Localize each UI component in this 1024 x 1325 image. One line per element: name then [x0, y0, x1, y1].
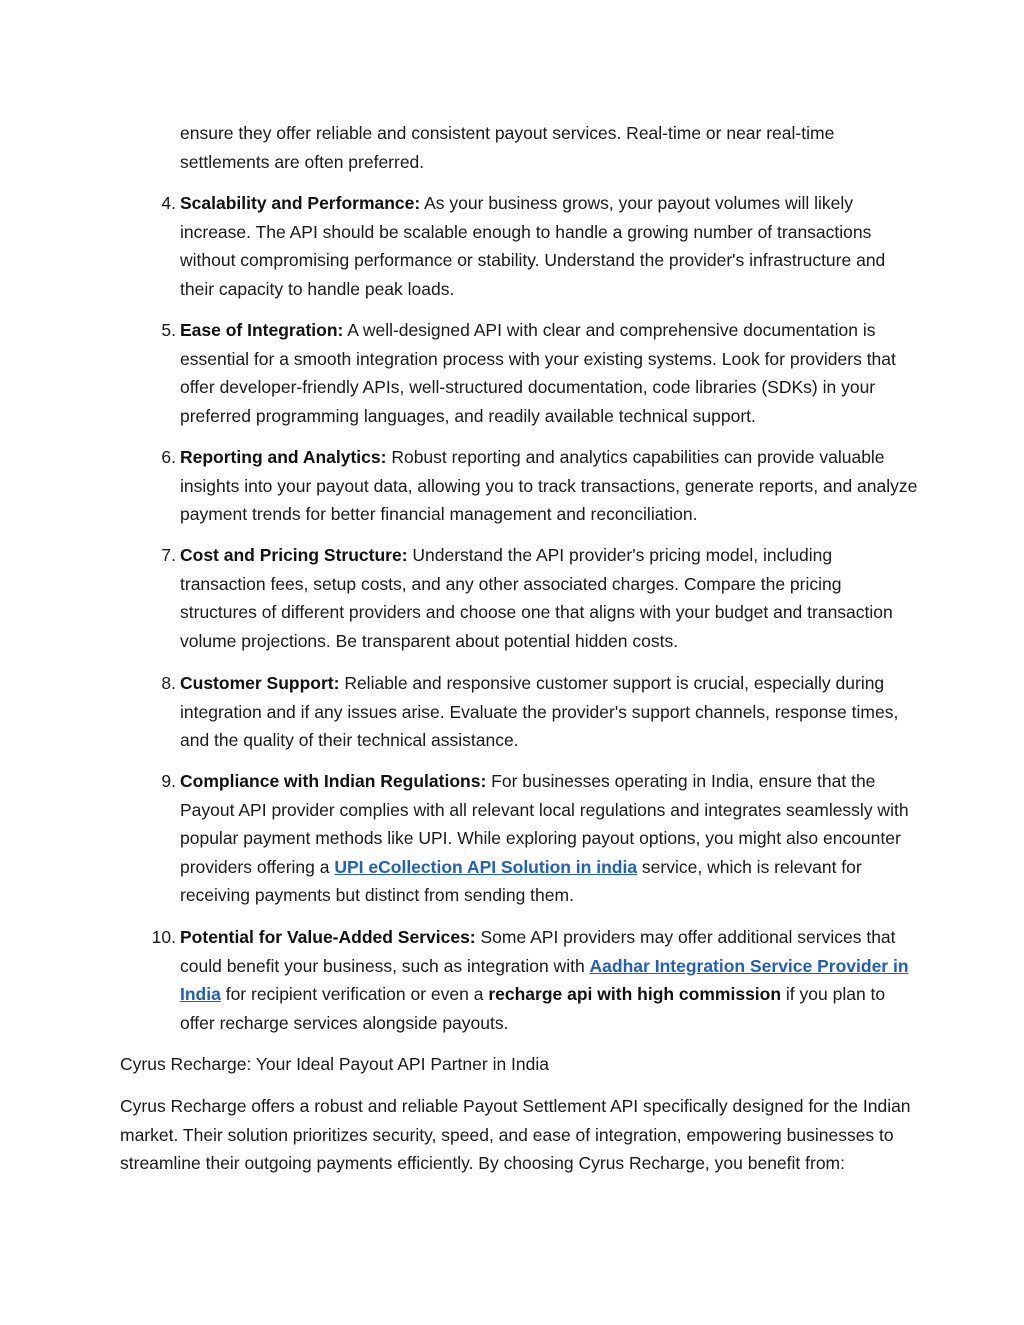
list-item-heading: Reporting and Analytics: [180, 447, 387, 467]
list-item-body [180, 541, 920, 655]
list-item-7 [120, 541, 920, 655]
list-item-heading: Scalability and Performance: [180, 193, 421, 213]
list-item-text: Robust reporting and analytics capabilities can provide valuable insights into your payout data, allowing you to track transactions, generate reports, and analyze payment trends for better financial management and reconciliation. [180, 447, 918, 524]
list-item-text: service, which is relevant for receiving payments but distinct from sending them. [180, 856, 862, 905]
list-number: 7. [161, 545, 176, 565]
list-item-heading: Ease of Integration: [180, 320, 344, 340]
list-item-body [180, 443, 920, 529]
upi-ecollection-link[interactable]: UPI eCollection API Solution in india [334, 856, 638, 877]
continuation-text: ensure they offer reliable and consistent payout services. Real-time or near real-time settlements are often preferred. [180, 123, 835, 172]
list-item-text: A well-designed API with clear and comprehensive documentation is essential for a smooth integration process with your existing systems. Look for providers that offer developer-friendly APIs, well-structured documentation, code libraries (SDKs) in your preferred programming languages, and readily available technical support. [180, 320, 896, 426]
list-item-6 [120, 443, 920, 529]
closing-paragraph: Cyrus Recharge offers a robust and reliable Payout Settlement API specifically designed for the Indian market. Their solution prioritizes security, speed, and ease of integration, empowering businesses to streamline their outgoing payments efficiently. By choosing Cyrus Recharge, you benefit from: [120, 1096, 911, 1173]
list-item-heading: Compliance with Indian Regulations: [180, 771, 487, 791]
list-item-9 [120, 767, 920, 910]
list-item-body [180, 767, 920, 910]
list-item-heading: Cost and Pricing Structure: [180, 545, 408, 565]
list-item-heading: Customer Support: [180, 673, 340, 693]
list-item-text: for recipient verification or even a [220, 984, 489, 1004]
list-number: 10. [151, 927, 176, 947]
list-item-text: As your business grows, your payout volumes will likely increase. The API should be scalable enough to handle a growing number of transactions without compromising performance or stability. Understand the provider's infrastructure and their capacity to handle peak loads. [180, 193, 886, 299]
list-item-4 [120, 189, 920, 303]
list-item-text: For businesses operating in India, ensure that the Payout API provider complies with all relevant local regulations and integrates seamlessly with popular payment methods like UPI. While exploring payout options, you might also encounter providers offering a [180, 771, 909, 877]
list-number: 5. [161, 320, 176, 340]
list-item-text: Some API providers may offer additional services that could benefit your business, such as integration with [180, 927, 896, 976]
list-number: 6. [161, 447, 176, 467]
list-item-body [180, 923, 920, 1037]
list-item-10 [120, 923, 920, 1037]
list-item-body [180, 669, 920, 755]
list-item-8 [120, 669, 920, 755]
list-number: 8. [161, 673, 176, 693]
list-item-text: if you plan to offer recharge services alongside payouts. [180, 984, 886, 1033]
list-item-body [180, 189, 920, 303]
aadhar-integration-link[interactable]: Aadhar Integration Service Provider in India [180, 955, 909, 1004]
emphasized-phrase: recharge api with high commission [488, 984, 782, 1004]
list-item-text: Understand the API provider's pricing model, including transaction fees, setup costs, and any other associated charges. Compare the pricing structures of different providers and choose one that aligns with your budget and transaction volume projections. Be transparent about potential hidden costs. [180, 545, 893, 651]
list-item-body [180, 316, 920, 430]
list-item-heading: Potential for Value-Added Services: [180, 927, 476, 947]
list-item-5 [120, 316, 920, 430]
list-number: 4. [161, 193, 176, 213]
section-heading: Cyrus Recharge: Your Ideal Payout API Partner in India [120, 1054, 550, 1074]
list-item-text: Reliable and responsive customer support is crucial, especially during integration and if any issues arise. Evaluate the provider's support channels, response times, and the quality of their technical assistance. [180, 673, 899, 750]
list-number: 9. [161, 771, 176, 791]
